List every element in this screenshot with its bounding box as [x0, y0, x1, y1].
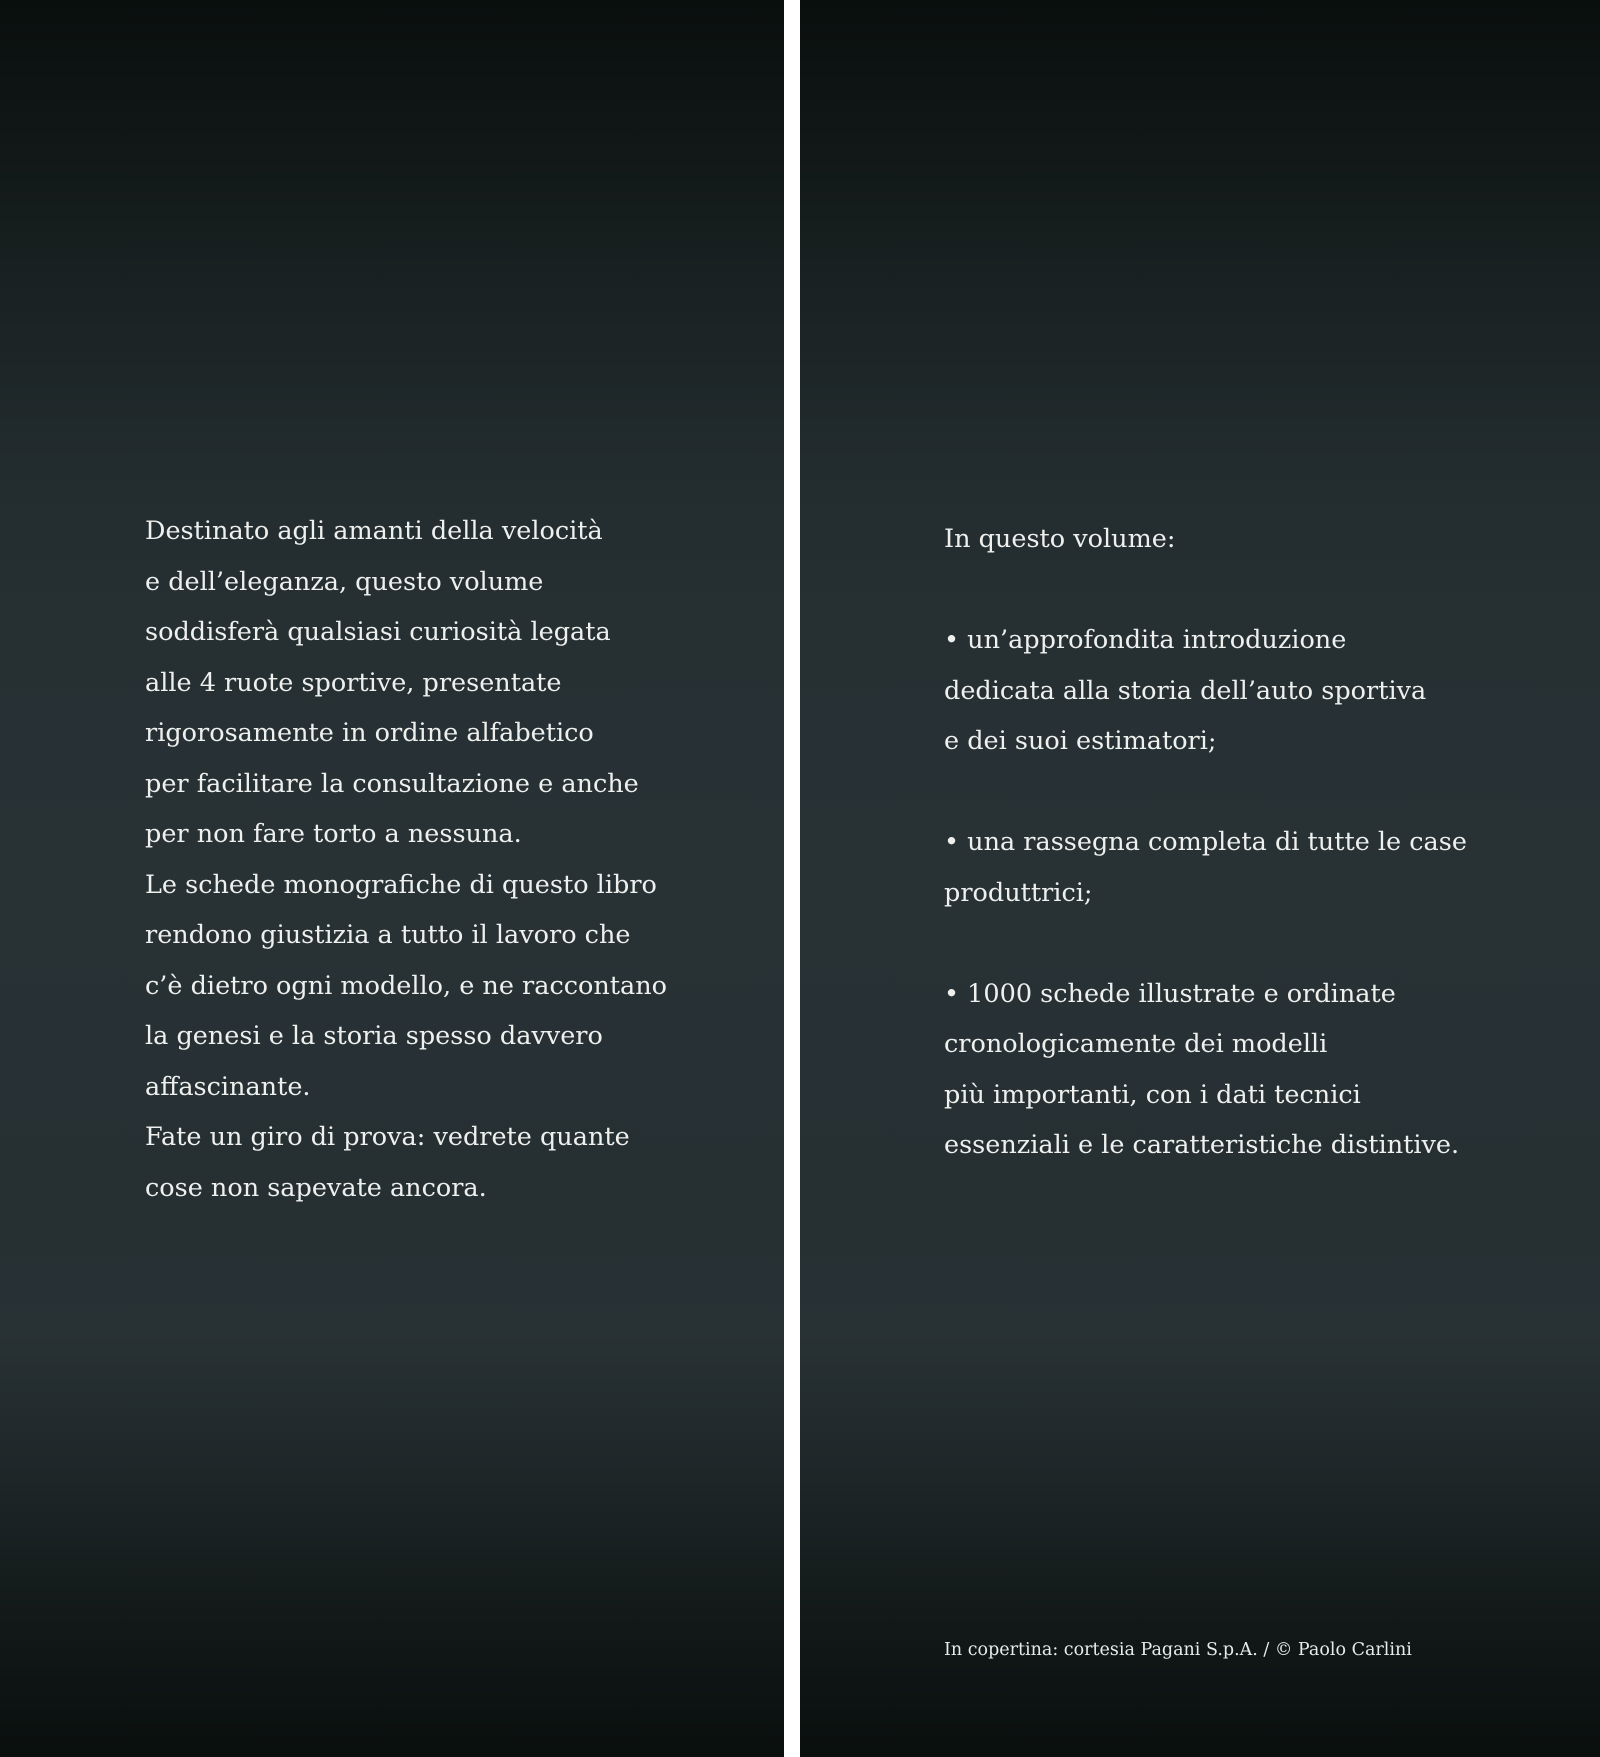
flap-description	[145, 506, 745, 1213]
contents-item-line: • 1000 schede illustrate e ordinate	[944, 978, 1396, 1009]
contents-item	[944, 615, 1564, 767]
description-line: rigorosamente in ordine alfabetico	[145, 718, 594, 748]
contents-item-line: • un’approfondita introduzione	[944, 625, 1347, 655]
contents-heading: In questo volume:	[944, 524, 1176, 554]
contents-item	[944, 969, 1564, 1171]
description-line: cose non sapevate ancora.	[145, 1172, 487, 1203]
contents-item-line: dedicata alla storia dell’auto sportiva	[944, 675, 1427, 706]
contents-item	[944, 817, 1564, 918]
description-line: Destinato agli amanti della velocità	[145, 516, 603, 546]
contents-item-line: cronologicamente dei modelli	[944, 1029, 1328, 1059]
contents-item-line: e dei suoi estimatori;	[944, 726, 1217, 756]
description-line: Fate un giro di prova: vedrete quante	[145, 1122, 630, 1152]
description-line: alle 4 ruote sportive, presentate	[145, 667, 562, 698]
description-line: la genesi e la storia spesso davvero	[145, 1021, 603, 1051]
description-line: per facilitare la consultazione e anche	[145, 768, 639, 799]
description-line: Le schede monografiche di questo libro	[145, 869, 657, 900]
right-flap	[800, 0, 1600, 1757]
description-line: soddisferà qualsiasi curiosità legata	[145, 617, 611, 647]
description-line: c’è dietro ogni modello, e ne raccontano	[145, 970, 668, 1001]
description-line: e dell’eleganza, questo volume	[145, 566, 544, 597]
contents-item-line: • una rassegna completa di tutte le case	[944, 827, 1467, 857]
contents-item-line: essenziali e le caratteristiche distintive.	[944, 1130, 1460, 1160]
description-line: affascinante.	[145, 1071, 311, 1102]
contents-list	[944, 514, 1564, 1221]
description-line: rendono giustizia a tutto il lavoro che	[145, 920, 631, 950]
description-line: per non fare torto a nessuna.	[145, 819, 522, 849]
left-flap	[0, 0, 784, 1757]
contents-item-line: più importanti, con i dati tecnici	[944, 1079, 1361, 1110]
contents-item-line: produttrici;	[944, 877, 1093, 908]
cover-credit: In copertina: cortesia Pagani S.p.A. / © Paolo Carlini	[944, 1640, 1412, 1660]
